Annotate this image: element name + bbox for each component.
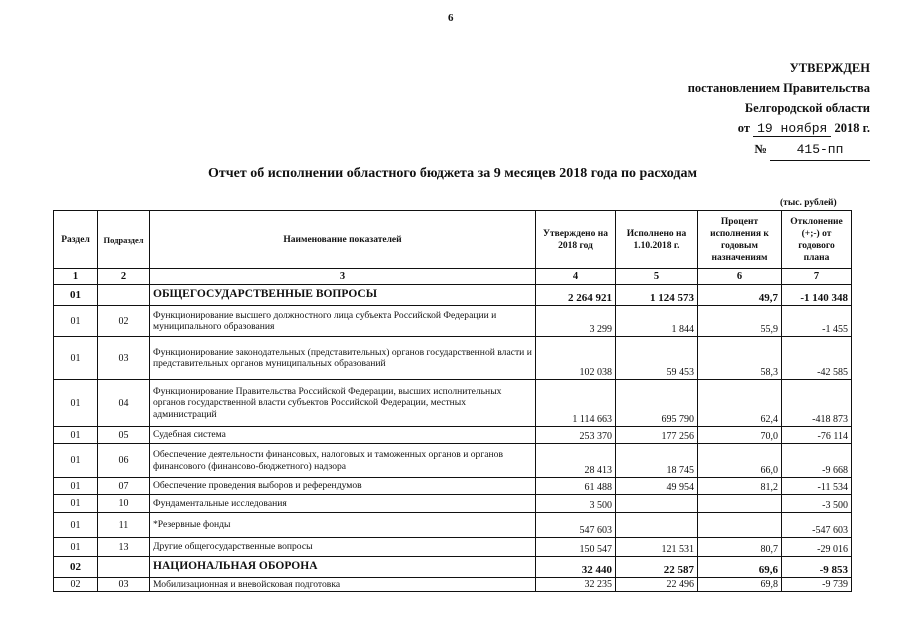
row-deviation: -42 585 — [782, 337, 852, 380]
table-row — [54, 306, 852, 337]
column-number: 6 — [698, 269, 782, 285]
approval-number-prefix: № — [754, 142, 767, 156]
row-subsection: 13 — [98, 538, 150, 557]
row-deviation: -547 603 — [782, 513, 852, 538]
row-executed: 22 587 — [616, 557, 698, 578]
table-row — [54, 337, 852, 380]
row-subsection: 07 — [98, 478, 150, 495]
table-row — [54, 538, 852, 557]
approval-date — [600, 118, 870, 139]
row-name: Функционирование Правительства Российской Федерации, высших исполнительных органов государственной власти субъектов Российской Федерации, местных администраций — [150, 380, 536, 427]
row-name: Мобилизационная и вневойсковая подготовка — [150, 578, 536, 592]
row-executed: 49 954 — [616, 478, 698, 495]
row-name: Другие общегосударственные вопросы — [150, 538, 536, 557]
row-executed — [616, 513, 698, 538]
row-section: 01 — [54, 306, 98, 337]
row-section: 01 — [54, 380, 98, 427]
row-name: Судебная система — [150, 427, 536, 444]
row-approved: 2 264 921 — [536, 285, 616, 306]
row-section: 01 — [54, 495, 98, 513]
table-row — [54, 444, 852, 478]
row-deviation: -9 853 — [782, 557, 852, 578]
approval-number — [600, 139, 870, 161]
table-row — [54, 285, 852, 306]
row-name: Обеспечение проведения выборов и референдумов — [150, 478, 536, 495]
table-header-row — [54, 211, 852, 269]
row-approved: 547 603 — [536, 513, 616, 538]
table-row — [54, 495, 852, 513]
expenditure-table — [53, 210, 852, 592]
approval-stamp — [600, 58, 870, 161]
row-deviation: -418 873 — [782, 380, 852, 427]
row-executed: 121 531 — [616, 538, 698, 557]
row-deviation: -11 534 — [782, 478, 852, 495]
row-section: 01 — [54, 513, 98, 538]
row-percent — [698, 513, 782, 538]
row-deviation: -9 739 — [782, 578, 852, 592]
approval-line-3: Белгородской области — [744, 101, 870, 115]
row-name: Функционирование законодательных (представительных) органов государственной власти и представительных органов муниципальных образований — [150, 337, 536, 380]
row-subsection: 05 — [98, 427, 150, 444]
row-percent — [698, 495, 782, 513]
header-deviation: Отклонение (+;-) от годового плана — [782, 211, 852, 269]
row-approved: 150 547 — [536, 538, 616, 557]
row-percent: 80,7 — [698, 538, 782, 557]
table-row — [54, 478, 852, 495]
table-row — [54, 557, 852, 578]
row-executed: 18 745 — [616, 444, 698, 478]
table-body — [54, 285, 852, 592]
column-number: 5 — [616, 269, 698, 285]
header-section: Раздел — [54, 211, 98, 269]
header-approved: Утверждено на 2018 год — [536, 211, 616, 269]
row-executed: 22 496 — [616, 578, 698, 592]
column-number-row — [54, 269, 852, 285]
row-deviation: -9 668 — [782, 444, 852, 478]
row-deviation: -1 455 — [782, 306, 852, 337]
row-subsection — [98, 557, 150, 578]
approval-heading: УТВЕРЖДЕН — [789, 61, 870, 75]
row-deviation: -3 500 — [782, 495, 852, 513]
table-row — [54, 427, 852, 444]
row-section: 01 — [54, 337, 98, 380]
row-section: 01 — [54, 478, 98, 495]
row-name: *Резервные фонды — [150, 513, 536, 538]
row-executed: 177 256 — [616, 427, 698, 444]
row-approved: 253 370 — [536, 427, 616, 444]
row-deviation: -29 016 — [782, 538, 852, 557]
row-deviation: -76 114 — [782, 427, 852, 444]
header-executed: Исполнено на 1.10.2018 г. — [616, 211, 698, 269]
header-name: Наименование показателей — [150, 211, 536, 269]
header-percent: Процент исполнения к годовым назначениям — [698, 211, 782, 269]
row-subsection: 11 — [98, 513, 150, 538]
approval-date-prefix: от — [737, 121, 750, 135]
row-executed: 59 453 — [616, 337, 698, 380]
row-section: 01 — [54, 444, 98, 478]
row-section: 02 — [54, 557, 98, 578]
column-number: 4 — [536, 269, 616, 285]
row-percent: 55,9 — [698, 306, 782, 337]
row-subsection: 02 — [98, 306, 150, 337]
row-percent: 66,0 — [698, 444, 782, 478]
row-approved: 32 440 — [536, 557, 616, 578]
row-executed — [616, 495, 698, 513]
row-name: Функционирование высшего должностного лица субъекта Российской Федерации и муниципального образования — [150, 306, 536, 337]
row-name: Фундаментальные исследования — [150, 495, 536, 513]
row-approved: 32 235 — [536, 578, 616, 592]
row-percent: 69,8 — [698, 578, 782, 592]
row-percent: 70,0 — [698, 427, 782, 444]
row-subsection — [98, 285, 150, 306]
units-label: (тыс. рублей) — [780, 198, 837, 208]
row-approved: 28 413 — [536, 444, 616, 478]
row-name: НАЦИОНАЛЬНАЯ ОБОРОНА — [150, 557, 536, 578]
row-subsection: 03 — [98, 337, 150, 380]
row-name: Обеспечение деятельности финансовых, налоговых и таможенных органов и органов финансового (финансово-бюджетного) надзора — [150, 444, 536, 478]
report-title: Отчет об исполнении областного бюджета за 9 месяцев 2018 года по расходам — [207, 166, 698, 181]
row-percent: 81,2 — [698, 478, 782, 495]
row-executed: 695 790 — [616, 380, 698, 427]
row-percent: 62,4 — [698, 380, 782, 427]
row-approved: 102 038 — [536, 337, 616, 380]
row-subsection: 04 — [98, 380, 150, 427]
approval-line-2: постановлением Правительства — [687, 81, 870, 95]
row-approved: 3 500 — [536, 495, 616, 513]
row-deviation: -1 140 348 — [782, 285, 852, 306]
column-number: 2 — [98, 269, 150, 285]
row-approved: 3 299 — [536, 306, 616, 337]
table-row — [54, 578, 852, 592]
row-section: 01 — [54, 538, 98, 557]
row-subsection: 06 — [98, 444, 150, 478]
column-number: 7 — [782, 269, 852, 285]
column-number: 1 — [54, 269, 98, 285]
row-percent: 58,3 — [698, 337, 782, 380]
header-subsection: Подраздел — [98, 211, 150, 269]
row-percent: 49,7 — [698, 285, 782, 306]
page-number: 6 — [448, 12, 454, 24]
approval-date-handwritten: 19 ноября — [753, 121, 831, 137]
table-row — [54, 380, 852, 427]
approval-number-handwritten: 415-пп — [770, 140, 870, 161]
row-approved: 1 114 663 — [536, 380, 616, 427]
row-subsection: 10 — [98, 495, 150, 513]
column-number: 3 — [150, 269, 536, 285]
row-percent: 69,6 — [698, 557, 782, 578]
row-executed: 1 124 573 — [616, 285, 698, 306]
row-subsection: 03 — [98, 578, 150, 592]
row-section: 01 — [54, 285, 98, 306]
table-row — [54, 513, 852, 538]
row-section: 01 — [54, 427, 98, 444]
row-executed: 1 844 — [616, 306, 698, 337]
row-approved: 61 488 — [536, 478, 616, 495]
approval-date-suffix: 2018 г. — [834, 121, 870, 135]
row-name: ОБЩЕГОСУДАРСТВЕННЫЕ ВОПРОСЫ — [150, 285, 536, 306]
row-section: 02 — [54, 578, 98, 592]
